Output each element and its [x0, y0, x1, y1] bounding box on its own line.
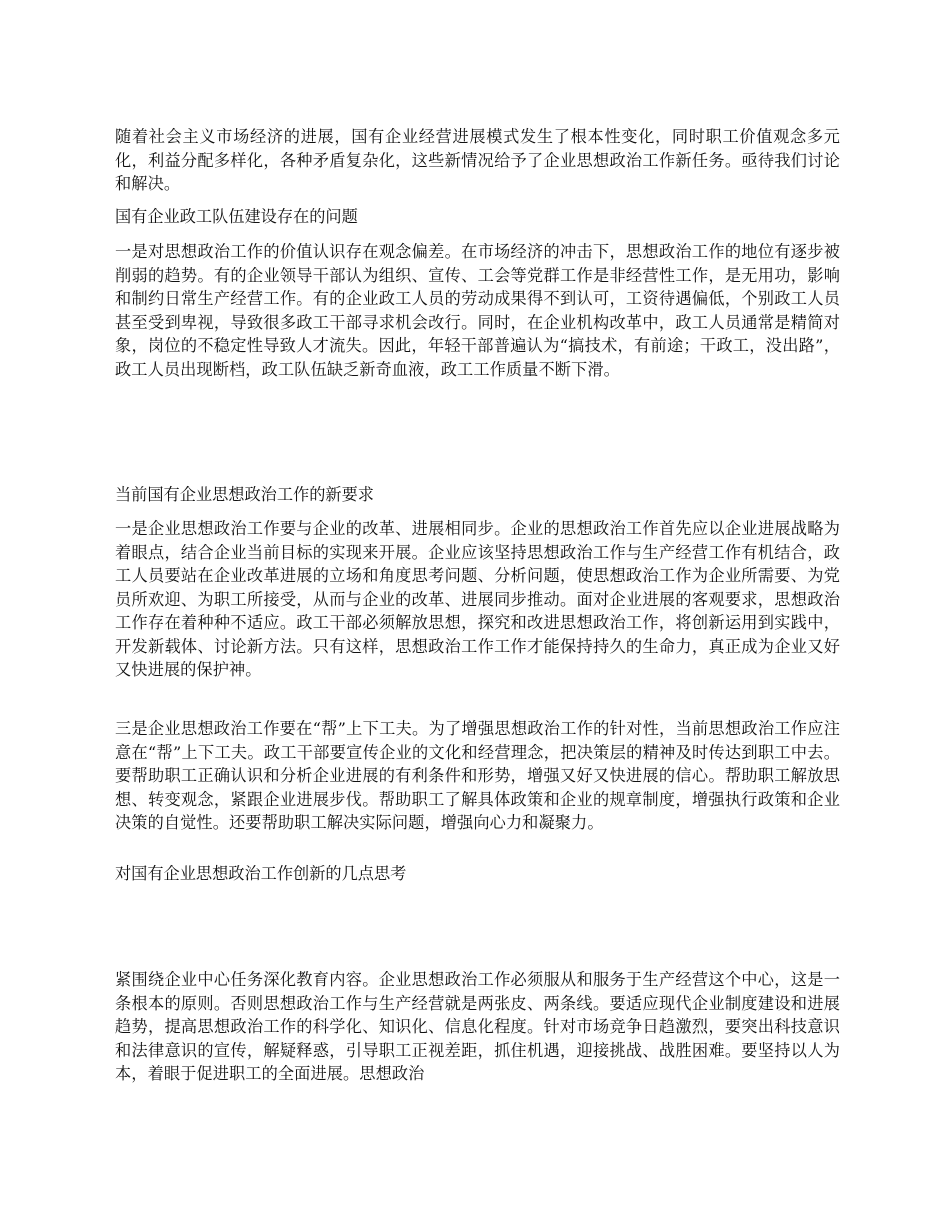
requirements-paragraph-3: 三是企业思想政治工作要在“帮”上下工夫。为了增强思想政治工作的针对性，当前思想政治工作应注意在“帮”上下工夫。政工干部要宣传企业的文化和经营理念，把决策层的精神及时传达到职工中去。要帮助职工正确认识和分析企业进展的有利条件和形势，增强又好又快进展的信心。帮助职工解放思想、转变观念，紧跟企业进展步伐。帮助职工了解具体政策和企业的规章制度，增强执行政策和企业决策的自觉性。还要帮助职工解决实际问题，增强向心力和凝聚力。 — [115, 719, 840, 832]
section-heading-new-requirements: 当前国有企业思想政治工作的新要求 — [115, 485, 374, 504]
requirements-paragraph-1: 一是企业思想政治工作要与企业的改革、进展相同步。企业的思想政治工作首先应以企业进展战略为着眼点，结合企业当前目标的实现来开展。企业应该坚持思想政治工作与生产经营工作有机结合，政工人员要站在企业改革进展的立场和角度思考问题、分析问题，使思想政治工作为企业所需要、为党员所欢迎、为职工所接受，从而与企业的改革、进展同步推动。面对企业进展的客观要求，思想政治工作存在着种种不适应。政工干部必须解放思想，探究和改进思想政治工作，将创新运用到实践中，开发新载体、讨论新方法。只有这样，思想政治工作工作才能保持持久的生命力，真正成为企业又好又快进展的保护神。 — [115, 519, 840, 679]
intro-paragraph: 随着社会主义市场经济的进展，国有企业经营进展模式发生了根本性变化，同时职工价值观念多元化，利益分配多样化，各种矛盾复杂化，这些新情况给予了企业思想政治工作新任务。亟待我们讨论和解决。 — [115, 127, 840, 193]
section-heading-problems: 国有企业政工队伍建设存在的问题 — [115, 207, 358, 226]
section-heading-innovation: 对国有企业思想政治工作创新的几点思考 — [115, 864, 407, 883]
problems-paragraph: 一是对思想政治工作的价值认识存在观念偏差。在市场经济的冲击下，思想政治工作的地位有逐步被削弱的趋势。有的企业领导干部认为组织、宣传、工会等党群工作是非经营性工作，是无用功，影响和制约日常生产经营工作。有的企业政工人员的劳动成果得不到认可，工资待遇偏低，个别政工人员甚至受到卑视，导致很多政工干部寻求机会改行。同时，在企业机构改革中，政工人员通常是精简对象，岗位的不稳定性导致人才流失。因此，年轻干部普遍认为“搞技术，有前途；干政工，没出路”，政工人员出现断档，政工队伍缺乏新奇血液，政工工作质量不断下滑。 — [115, 242, 840, 379]
innovation-paragraph: 紧围绕企业中心任务深化教育内容。企业思想政治工作必须服从和服务于生产经营这个中心，这是一条根本的原则。否则思想政治工作与生产经营就是两张皮、两条线。要适应现代企业制度建设和进展趋势，提高思想政治工作的科学化、知识化、信息化程度。针对市场竞争日趋激烈，要突出科技意识和法律意识的宣传，解疑释惑，引导职工正视差距，抓住机遇，迎接挑战、战胜困难。要坚持以人为本，着眼于促进职工的全面进展。思想政治 — [115, 970, 840, 1083]
